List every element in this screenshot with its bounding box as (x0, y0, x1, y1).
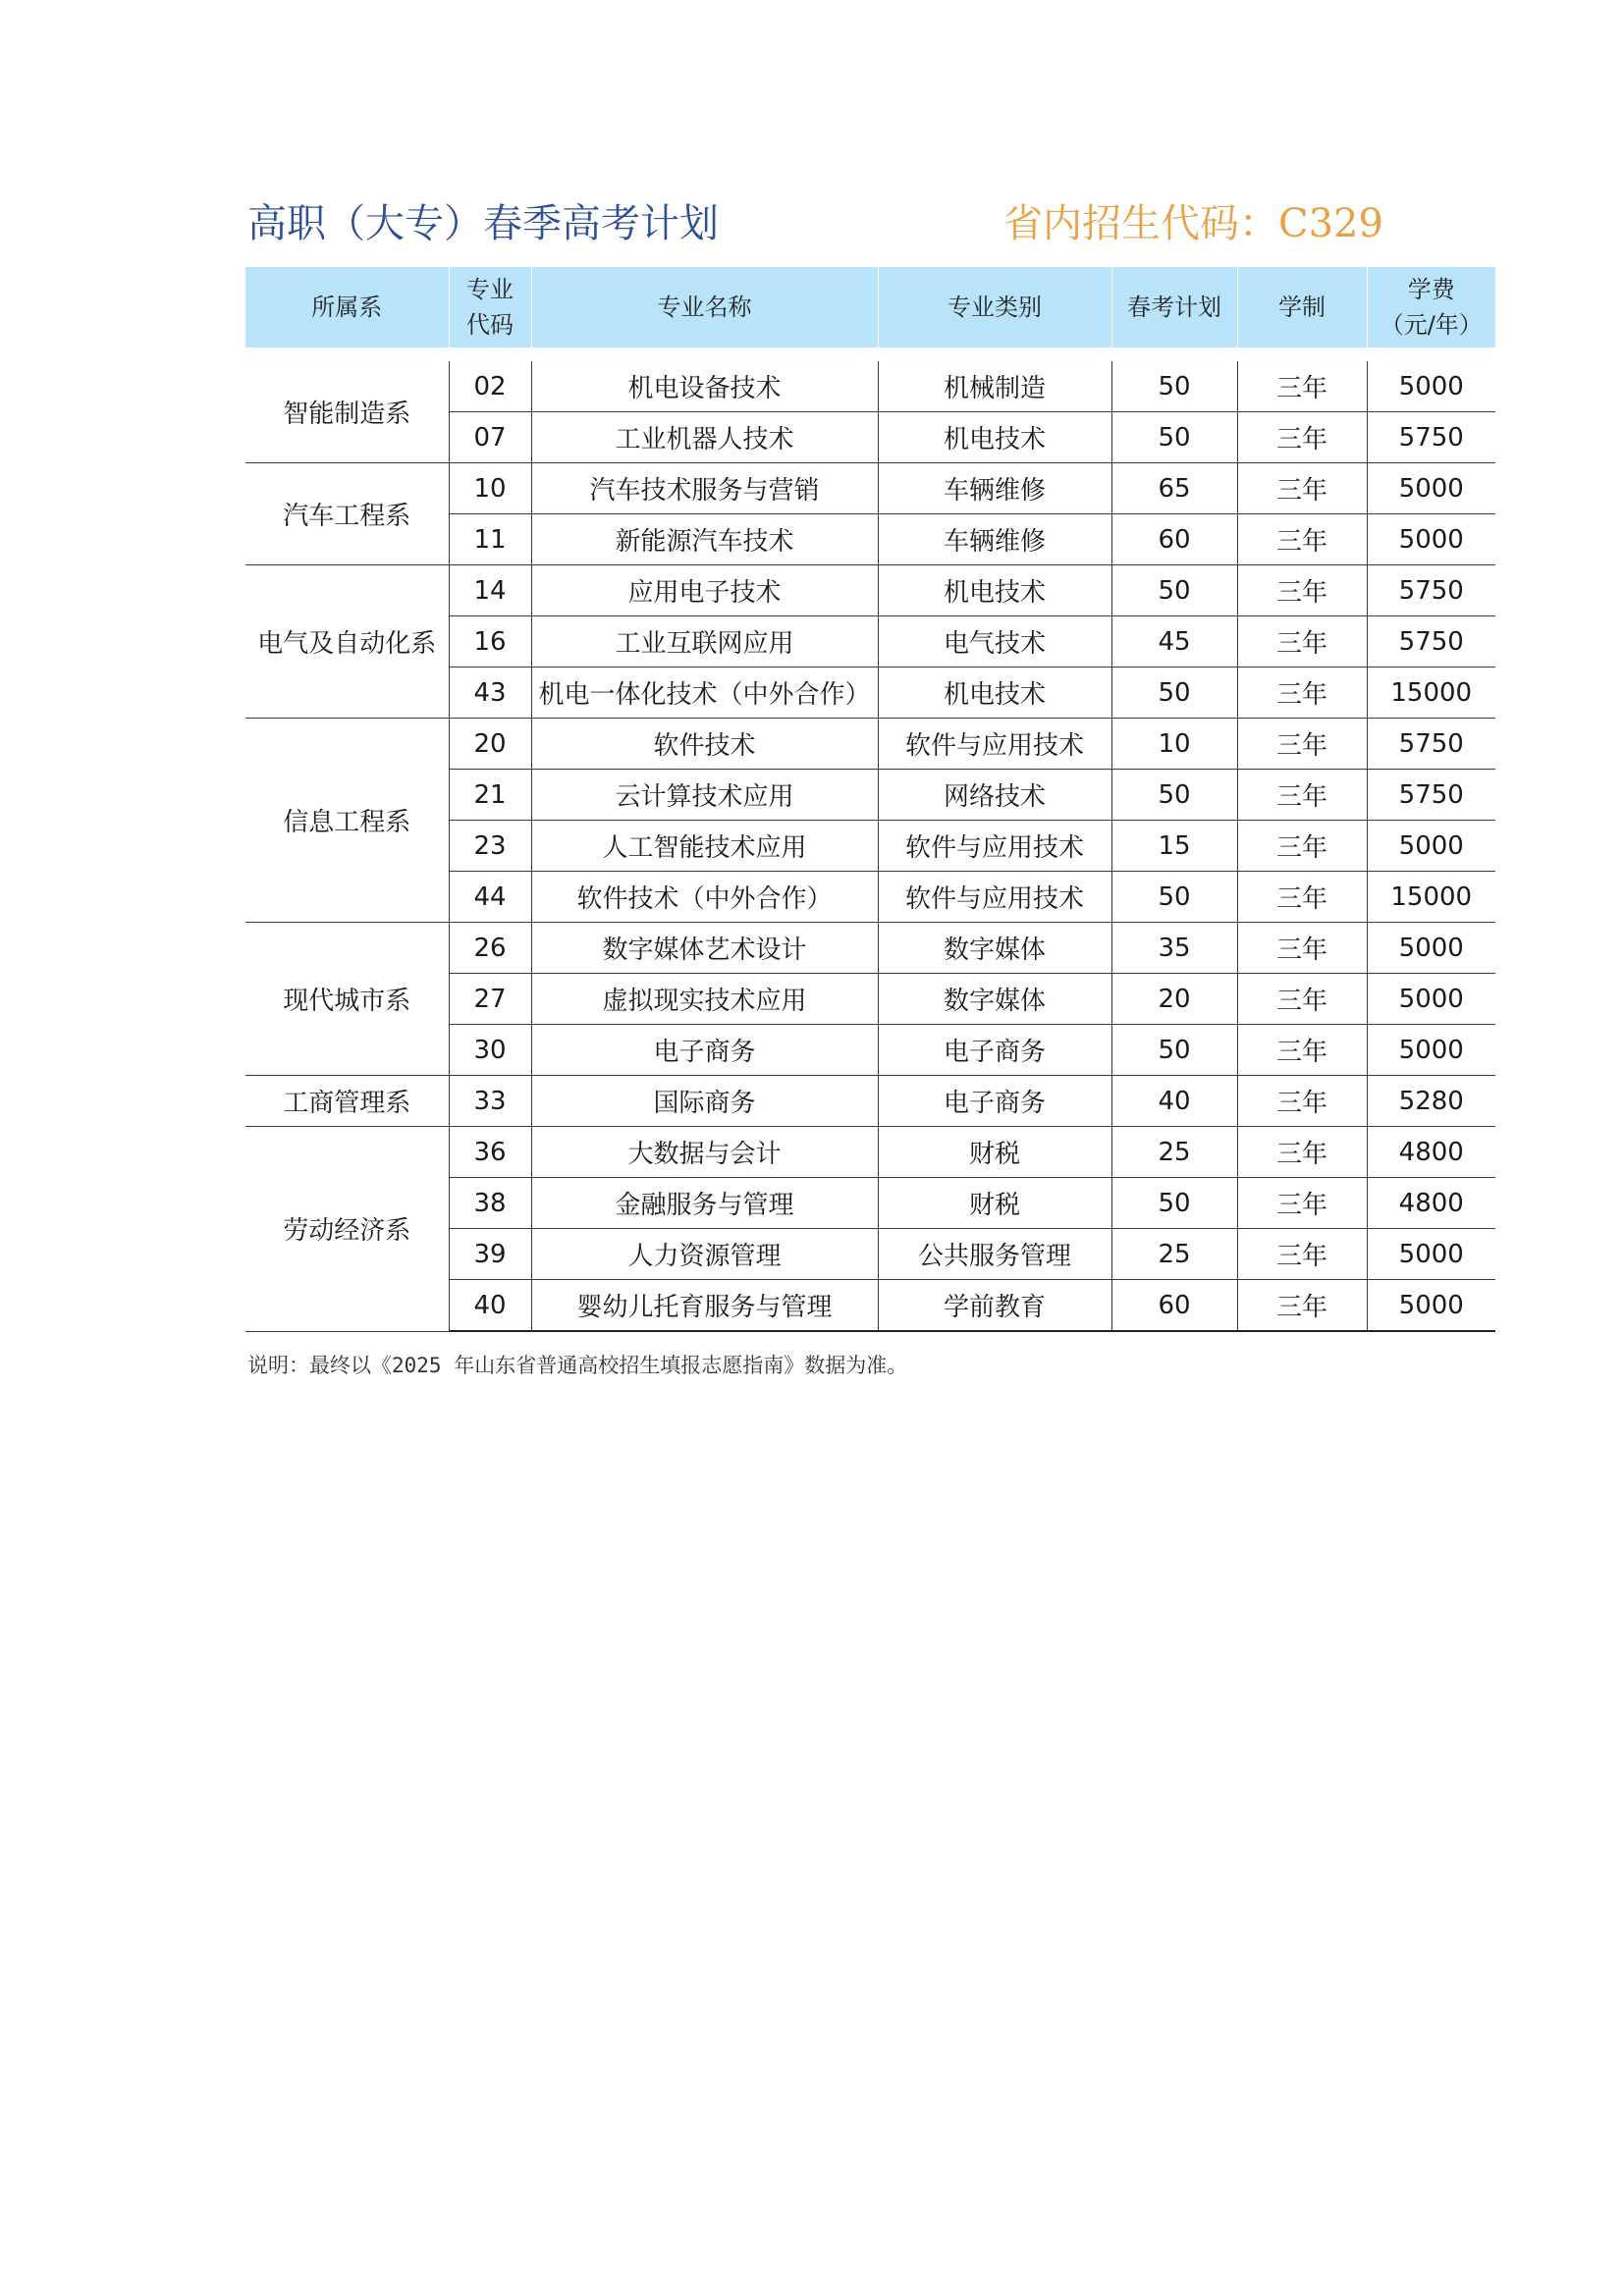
study-years-cell: 三年 (1237, 974, 1367, 1025)
major-category-cell: 电子商务 (878, 1076, 1111, 1127)
major-category-cell: 电子商务 (878, 1025, 1111, 1076)
table-body (245, 347, 1495, 1331)
major-category-cell: 数字媒体 (878, 974, 1111, 1025)
spring-plan-cell: 20 (1111, 974, 1237, 1025)
admission-code: 省内招生代码：C329 (1003, 201, 1383, 246)
study-years-cell: 三年 (1237, 1178, 1367, 1229)
major-name-cell: 国际商务 (531, 1076, 878, 1127)
tuition-fee-cell: 5000 (1367, 1229, 1495, 1280)
tuition-fee-cell: 5750 (1367, 412, 1495, 463)
table-row (245, 463, 1495, 514)
spring-plan-cell: 45 (1111, 616, 1237, 667)
header-code: 专业 代码 (449, 267, 531, 347)
department-cell: 信息工程系 (245, 719, 449, 923)
major-category-cell: 网络技术 (878, 770, 1111, 821)
department-cell: 智能制造系 (245, 361, 449, 463)
header-dept: 所属系 (245, 267, 449, 347)
major-code-cell: 02 (449, 361, 531, 412)
header-system: 学制 (1237, 267, 1367, 347)
department-cell: 电气及自动化系 (245, 565, 449, 719)
major-name-cell: 婴幼儿托育服务与管理 (531, 1280, 878, 1332)
major-name-cell: 电子商务 (531, 1025, 878, 1076)
major-category-cell: 电气技术 (878, 616, 1111, 667)
major-name-cell: 云计算技术应用 (531, 770, 878, 821)
tuition-fee-cell: 5750 (1367, 770, 1495, 821)
header-name: 专业名称 (531, 267, 878, 347)
page-title: 高职（大专）春季高考计划 (247, 201, 719, 246)
major-code-cell: 33 (449, 1076, 531, 1127)
tuition-fee-cell: 5000 (1367, 923, 1495, 974)
table-row (245, 719, 1495, 770)
tuition-fee-cell: 5000 (1367, 1025, 1495, 1076)
department-cell: 劳动经济系 (245, 1127, 449, 1332)
major-code-cell: 21 (449, 770, 531, 821)
study-years-cell: 三年 (1237, 616, 1367, 667)
major-category-cell: 软件与应用技术 (878, 719, 1111, 770)
tuition-fee-cell: 5750 (1367, 565, 1495, 616)
tuition-fee-cell: 5000 (1367, 974, 1495, 1025)
major-name-cell: 汽车技术服务与营销 (531, 463, 878, 514)
major-name-cell: 新能源汽车技术 (531, 514, 878, 565)
major-code-cell: 30 (449, 1025, 531, 1076)
spring-plan-cell: 50 (1111, 1178, 1237, 1229)
major-category-cell: 公共服务管理 (878, 1229, 1111, 1280)
major-code-cell: 43 (449, 667, 531, 719)
spring-plan-cell: 50 (1111, 565, 1237, 616)
spring-plan-cell: 60 (1111, 514, 1237, 565)
table-row (245, 1127, 1495, 1178)
major-category-cell: 数字媒体 (878, 923, 1111, 974)
table-row (245, 923, 1495, 974)
major-name-cell: 软件技术 (531, 719, 878, 770)
major-code-cell: 23 (449, 821, 531, 872)
major-code-cell: 40 (449, 1280, 531, 1332)
major-category-cell: 学前教育 (878, 1280, 1111, 1332)
major-code-cell: 14 (449, 565, 531, 616)
spring-plan-cell: 50 (1111, 770, 1237, 821)
major-name-cell: 机电设备技术 (531, 361, 878, 412)
major-name-cell: 金融服务与管理 (531, 1178, 878, 1229)
major-name-cell: 人力资源管理 (531, 1229, 878, 1280)
major-code-cell: 38 (449, 1178, 531, 1229)
major-category-cell: 软件与应用技术 (878, 872, 1111, 923)
spring-plan-cell: 35 (1111, 923, 1237, 974)
major-code-cell: 39 (449, 1229, 531, 1280)
spring-plan-cell: 25 (1111, 1229, 1237, 1280)
major-name-cell: 大数据与会计 (531, 1127, 878, 1178)
study-years-cell: 三年 (1237, 565, 1367, 616)
study-years-cell: 三年 (1237, 1076, 1367, 1127)
header-fee: 学费 （元/年） (1367, 267, 1495, 347)
department-cell: 汽车工程系 (245, 463, 449, 565)
spring-plan-cell: 50 (1111, 361, 1237, 412)
major-category-cell: 机电技术 (878, 565, 1111, 616)
header-plan: 春考计划 (1111, 267, 1237, 347)
spring-plan-cell: 60 (1111, 1280, 1237, 1332)
study-years-cell: 三年 (1237, 1229, 1367, 1280)
study-years-cell: 三年 (1237, 412, 1367, 463)
footnote: 说明：最终以《2025 年山东省普通高校招生填报志愿指南》数据为准。 (247, 1354, 908, 1377)
table-row (245, 361, 1495, 412)
major-name-cell: 工业互联网应用 (531, 616, 878, 667)
major-category-cell: 财税 (878, 1178, 1111, 1229)
major-code-cell: 20 (449, 719, 531, 770)
spring-plan-cell: 15 (1111, 821, 1237, 872)
tuition-fee-cell: 5280 (1367, 1076, 1495, 1127)
major-code-cell: 27 (449, 974, 531, 1025)
tuition-fee-cell: 5000 (1367, 1280, 1495, 1332)
study-years-cell: 三年 (1237, 463, 1367, 514)
study-years-cell: 三年 (1237, 872, 1367, 923)
major-code-cell: 26 (449, 923, 531, 974)
major-name-cell: 人工智能技术应用 (531, 821, 878, 872)
study-years-cell: 三年 (1237, 361, 1367, 412)
major-code-cell: 11 (449, 514, 531, 565)
header-spacer (245, 347, 1495, 361)
title-row (247, 192, 1494, 255)
study-years-cell: 三年 (1237, 667, 1367, 719)
major-name-cell: 虚拟现实技术应用 (531, 974, 878, 1025)
table-header (245, 267, 1495, 347)
tuition-fee-cell: 5000 (1367, 463, 1495, 514)
major-name-cell: 工业机器人技术 (531, 412, 878, 463)
study-years-cell: 三年 (1237, 770, 1367, 821)
tuition-fee-cell: 5000 (1367, 821, 1495, 872)
major-code-cell: 16 (449, 616, 531, 667)
major-code-cell: 36 (449, 1127, 531, 1178)
department-cell: 现代城市系 (245, 923, 449, 1076)
spring-plan-cell: 50 (1111, 667, 1237, 719)
tuition-fee-cell: 5000 (1367, 514, 1495, 565)
study-years-cell: 三年 (1237, 514, 1367, 565)
department-cell: 工商管理系 (245, 1076, 449, 1127)
study-years-cell: 三年 (1237, 1025, 1367, 1076)
major-category-cell: 机械制造 (878, 361, 1111, 412)
major-name-cell: 应用电子技术 (531, 565, 878, 616)
tuition-fee-cell: 15000 (1367, 872, 1495, 923)
tuition-fee-cell: 4800 (1367, 1127, 1495, 1178)
table-row (245, 1076, 1495, 1127)
study-years-cell: 三年 (1237, 1280, 1367, 1332)
study-years-cell: 三年 (1237, 719, 1367, 770)
study-years-cell: 三年 (1237, 923, 1367, 974)
major-code-cell: 07 (449, 412, 531, 463)
spring-plan-cell: 50 (1111, 1025, 1237, 1076)
major-category-cell: 车辆维修 (878, 514, 1111, 565)
study-years-cell: 三年 (1237, 821, 1367, 872)
tuition-fee-cell: 15000 (1367, 667, 1495, 719)
spring-plan-cell: 65 (1111, 463, 1237, 514)
major-name-cell: 软件技术（中外合作） (531, 872, 878, 923)
tuition-fee-cell: 5750 (1367, 719, 1495, 770)
major-code-cell: 44 (449, 872, 531, 923)
spring-plan-cell: 50 (1111, 872, 1237, 923)
enrollment-plan-table (245, 267, 1495, 1332)
header-category: 专业类别 (878, 267, 1111, 347)
table-row (245, 565, 1495, 616)
spring-plan-cell: 10 (1111, 719, 1237, 770)
spring-plan-cell: 40 (1111, 1076, 1237, 1127)
tuition-fee-cell: 4800 (1367, 1178, 1495, 1229)
major-category-cell: 软件与应用技术 (878, 821, 1111, 872)
major-category-cell: 机电技术 (878, 667, 1111, 719)
major-category-cell: 车辆维修 (878, 463, 1111, 514)
tuition-fee-cell: 5750 (1367, 616, 1495, 667)
major-code-cell: 10 (449, 463, 531, 514)
spring-plan-cell: 25 (1111, 1127, 1237, 1178)
major-name-cell: 数字媒体艺术设计 (531, 923, 878, 974)
major-category-cell: 机电技术 (878, 412, 1111, 463)
study-years-cell: 三年 (1237, 1127, 1367, 1178)
major-name-cell: 机电一体化技术（中外合作） (531, 667, 878, 719)
major-category-cell: 财税 (878, 1127, 1111, 1178)
spring-plan-cell: 50 (1111, 412, 1237, 463)
tuition-fee-cell: 5000 (1367, 361, 1495, 412)
